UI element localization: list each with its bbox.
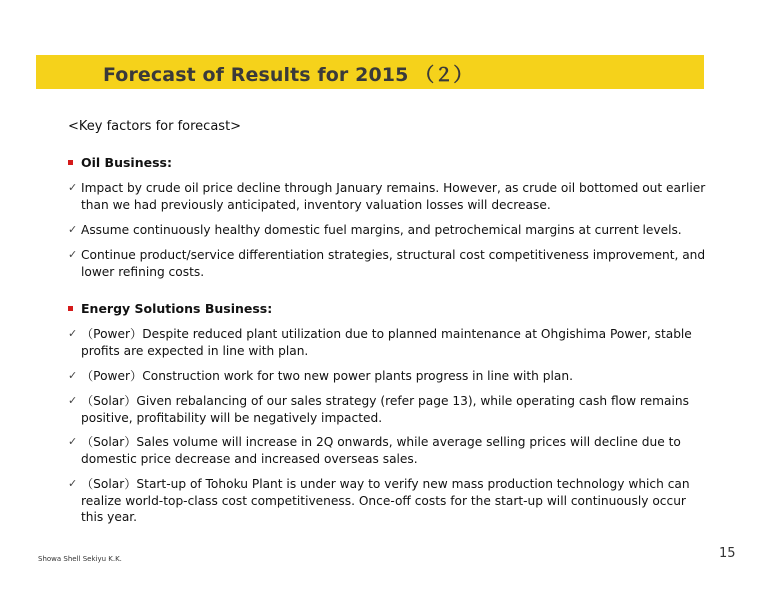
checkmark-icon: ✓: [68, 435, 78, 448]
checkmark-icon: ✓: [68, 223, 78, 236]
energy-item-4: [68, 434, 708, 467]
energy-item-2: [68, 368, 708, 385]
oil-item-2: [68, 222, 708, 239]
energy-item-2-text: （Power）Construction work for two new power plants progress in line with plan.: [81, 369, 573, 383]
oil-item-3-text: Continue product/service differentiation strategies, structural cost competitiveness improvement, and lower refining costs.: [81, 248, 706, 279]
checkmark-icon: ✓: [68, 248, 78, 261]
oil-item-2-text: Assume continuously healthy domestic fuel margins, and petrochemical margins at current levels.: [81, 223, 682, 237]
checkmark-icon: ✓: [68, 477, 78, 490]
energy-item-5-text: （Solar）Start-up of Tohoku Plant is under way to verify new mass production technology which can realize world-top-class cost competitiveness. Once-off costs for the start-up will continuously occur this year.: [81, 477, 690, 524]
checkmark-icon: ✓: [68, 394, 78, 407]
oil-item-1-text: Impact by crude oil price decline through January remains. However, as crude oil bottomed out earlier than we had previously anticipated, inventory valuation losses will decrease.: [81, 181, 706, 212]
checkmark-icon: ✓: [68, 181, 78, 194]
checkmark-icon: ✓: [68, 369, 78, 382]
key-factors-subhead: <Key factors for forecast>: [68, 119, 242, 134]
slide-title: [103, 60, 472, 87]
energy-business-heading: [68, 301, 272, 316]
slide-title-text: Forecast of Results for 2015: [103, 64, 409, 86]
checkmark-icon: ✓: [68, 327, 78, 340]
oil-business-heading: [68, 155, 172, 170]
energy-item-5: [68, 476, 708, 526]
page-number: 15: [719, 546, 736, 561]
energy-item-1-text: （Power）Despite reduced plant utilization due to planned maintenance at Ohgishima Power, stable profits are expected in line with plan.: [81, 327, 692, 358]
oil-item-1: [68, 180, 708, 213]
square-bullet-icon: [68, 306, 73, 311]
oil-heading-text: Oil Business:: [81, 155, 172, 170]
oil-item-3: [68, 247, 708, 280]
square-bullet-icon: [68, 160, 73, 165]
energy-item-4-text: （Solar）Sales volume will increase in 2Q onwards, while average selling prices will decline due to domestic price decrease and increased overseas sales.: [81, 435, 681, 466]
energy-item-3: [68, 393, 708, 426]
energy-heading-text: Energy Solutions Business:: [81, 301, 273, 316]
energy-item-3-text: （Solar）Given rebalancing of our sales strategy (refer page 13), while operating cash flow remains positive, profitability will be negatively impacted.: [81, 394, 689, 425]
slide-title-number: （２）: [415, 64, 473, 86]
energy-item-1: [68, 326, 708, 359]
footer-company: Showa Shell Sekiyu K.K.: [38, 555, 122, 563]
